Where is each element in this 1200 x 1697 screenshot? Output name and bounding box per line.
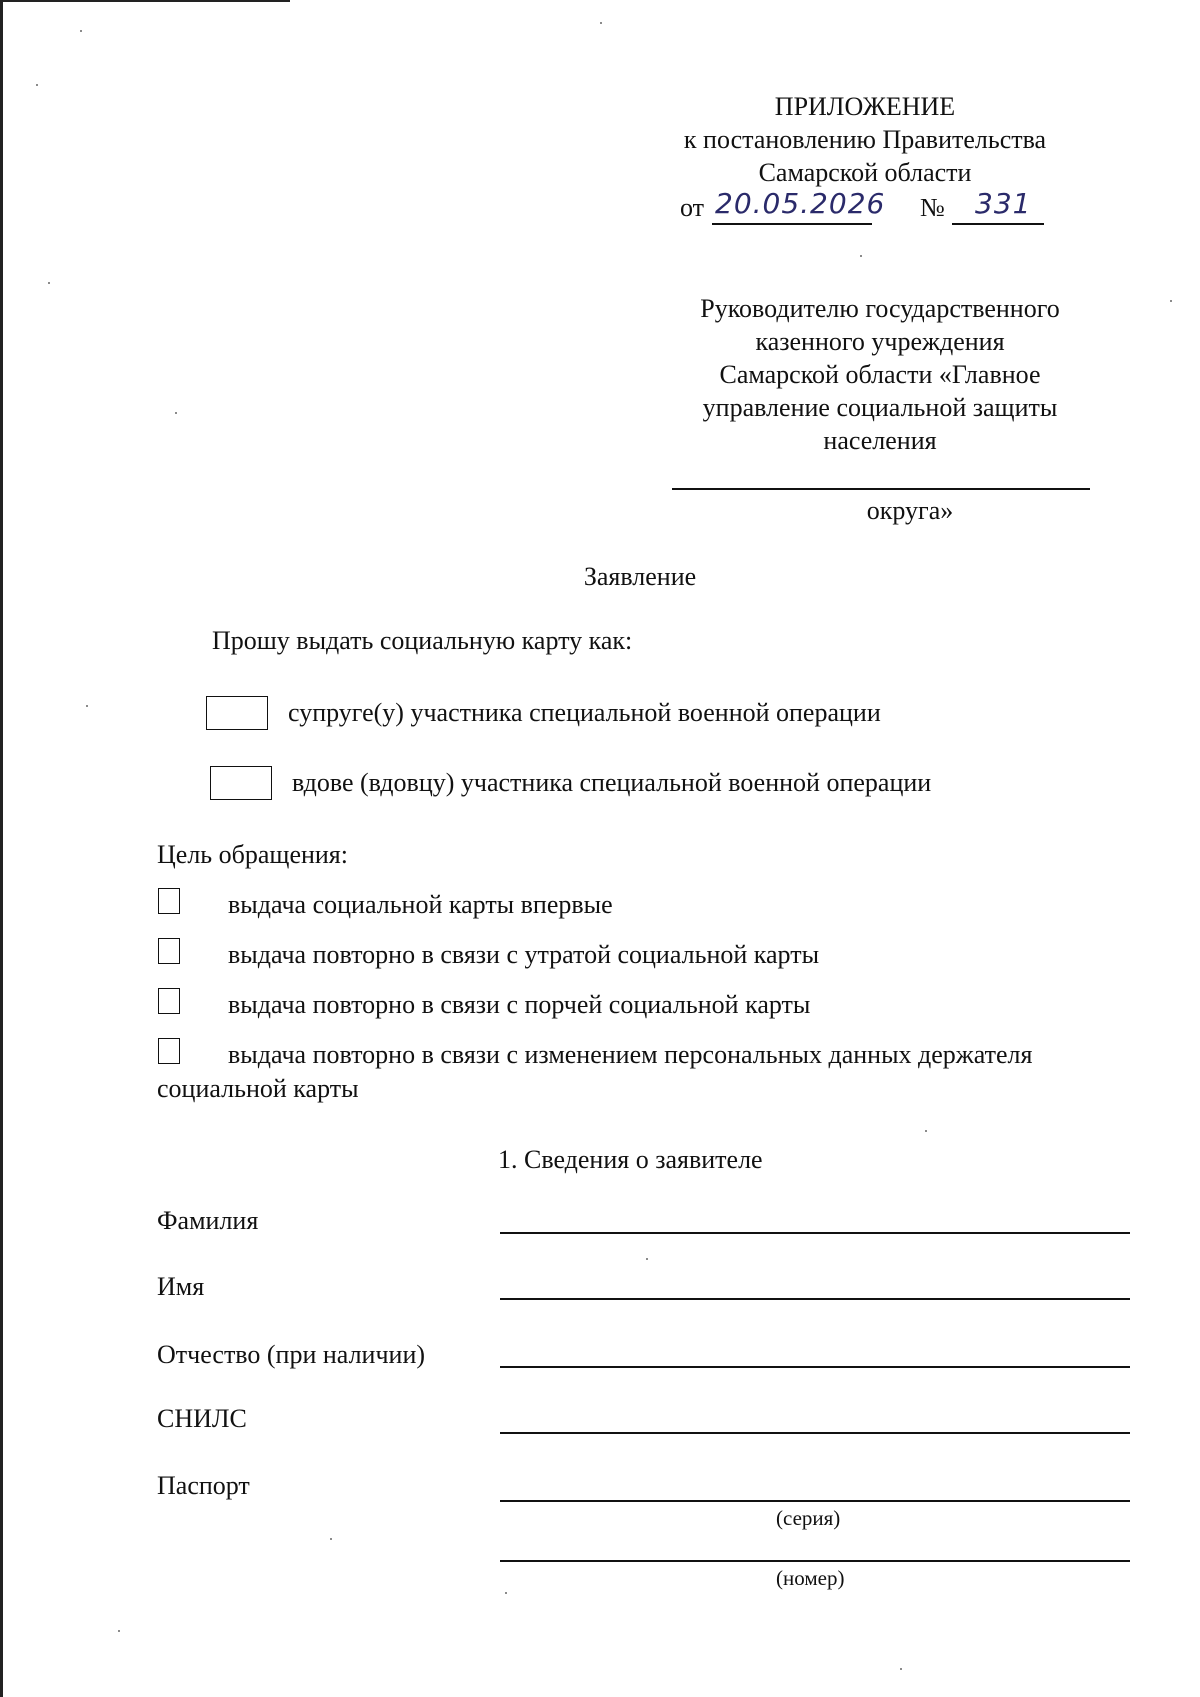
purpose-label: Цель обращения: — [157, 840, 348, 869]
number-underline — [952, 223, 1044, 225]
addressee-line: казенного учреждения — [755, 327, 1005, 356]
addressee-line: Руководителю государственного — [700, 294, 1060, 323]
intro-text: Прошу выдать социальную карту как: — [212, 626, 633, 655]
date-underline — [712, 223, 872, 225]
scan-speck — [80, 30, 82, 32]
page-left-edge — [0, 0, 3, 1697]
addressee-tail: округа» — [866, 496, 954, 525]
category-spouse-checkbox[interactable] — [206, 696, 268, 730]
patronymic-field[interactable] — [500, 1366, 1130, 1368]
addressee-line: Самарской области «Главное — [719, 360, 1041, 389]
addressee-block — [660, 292, 1100, 457]
purpose-loss-checkbox[interactable] — [158, 938, 180, 964]
passport-series-caption: (серия) — [776, 1506, 841, 1530]
annex-header — [620, 90, 1110, 229]
addressee-line: населения — [823, 426, 937, 455]
surname-label: Фамилия — [157, 1206, 259, 1235]
document-title: Заявление — [583, 562, 697, 591]
purpose-damage-label: выдача повторно в связи с порчей социальной карты — [228, 990, 811, 1019]
annex-line-2: Самарской области — [758, 158, 972, 187]
category-spouse-row — [206, 696, 881, 730]
purpose-first-issue-checkbox[interactable] — [158, 888, 180, 914]
scan-speck — [86, 705, 88, 707]
patronymic-label: Отчество (при наличии) — [157, 1340, 426, 1369]
scan-speck — [330, 1538, 332, 1540]
name-field[interactable] — [500, 1298, 1130, 1300]
snils-label: СНИЛС — [157, 1404, 247, 1433]
purpose-loss-label: выдача повторно в связи с утратой социальной карты — [228, 940, 820, 969]
from-label: от — [680, 193, 705, 222]
scan-speck — [646, 1258, 648, 1260]
scan-speck — [860, 255, 862, 257]
annex-title: ПРИЛОЖЕНИЕ — [774, 92, 956, 121]
page-top-edge — [0, 0, 290, 2]
purpose-data-change-checkbox[interactable] — [158, 1038, 180, 1064]
purpose-first-issue-label: выдача социальной карты впервые — [228, 890, 613, 919]
name-label: Имя — [157, 1272, 205, 1301]
number-label: № — [920, 193, 945, 222]
passport-number-caption: (номер) — [776, 1566, 845, 1590]
decree-number: 331 — [975, 187, 1032, 220]
scan-speck — [48, 282, 50, 284]
scan-speck — [118, 1630, 120, 1632]
scan-speck — [505, 1592, 507, 1594]
passport-number-field[interactable] — [500, 1560, 1130, 1562]
purpose-data-change-label-cont: социальной карты — [157, 1074, 359, 1103]
section-1-title: 1. Сведения о заявителе — [498, 1145, 763, 1174]
decree-ref — [620, 189, 1110, 229]
surname-field[interactable] — [500, 1232, 1130, 1234]
scan-speck — [600, 22, 602, 24]
snils-field[interactable] — [500, 1432, 1130, 1434]
scan-speck — [900, 1668, 902, 1670]
passport-label: Паспорт — [157, 1471, 250, 1500]
category-widow-row — [210, 766, 931, 800]
category-widow-checkbox[interactable] — [210, 766, 272, 800]
addressee-line: управление социальной защиты — [702, 393, 1058, 422]
passport-series-field[interactable] — [500, 1500, 1130, 1502]
annex-line-1: к постановлению Правительства — [683, 125, 1047, 154]
category-spouse-label: супруге(у) участника специальной военной операции — [288, 698, 881, 727]
decree-date: 20.05.2026 — [715, 187, 886, 220]
scan-speck — [175, 412, 177, 414]
scan-speck — [1170, 300, 1172, 302]
purpose-data-change-label: выдача повторно в связи с изменением персональных данных держателя — [228, 1040, 1033, 1069]
category-widow-label: вдове (вдовцу) участника специальной военной операции — [292, 768, 932, 797]
district-blank-field[interactable] — [672, 488, 1090, 490]
purpose-damage-checkbox[interactable] — [158, 988, 180, 1014]
scan-speck — [925, 1130, 927, 1132]
scan-speck — [36, 84, 38, 86]
